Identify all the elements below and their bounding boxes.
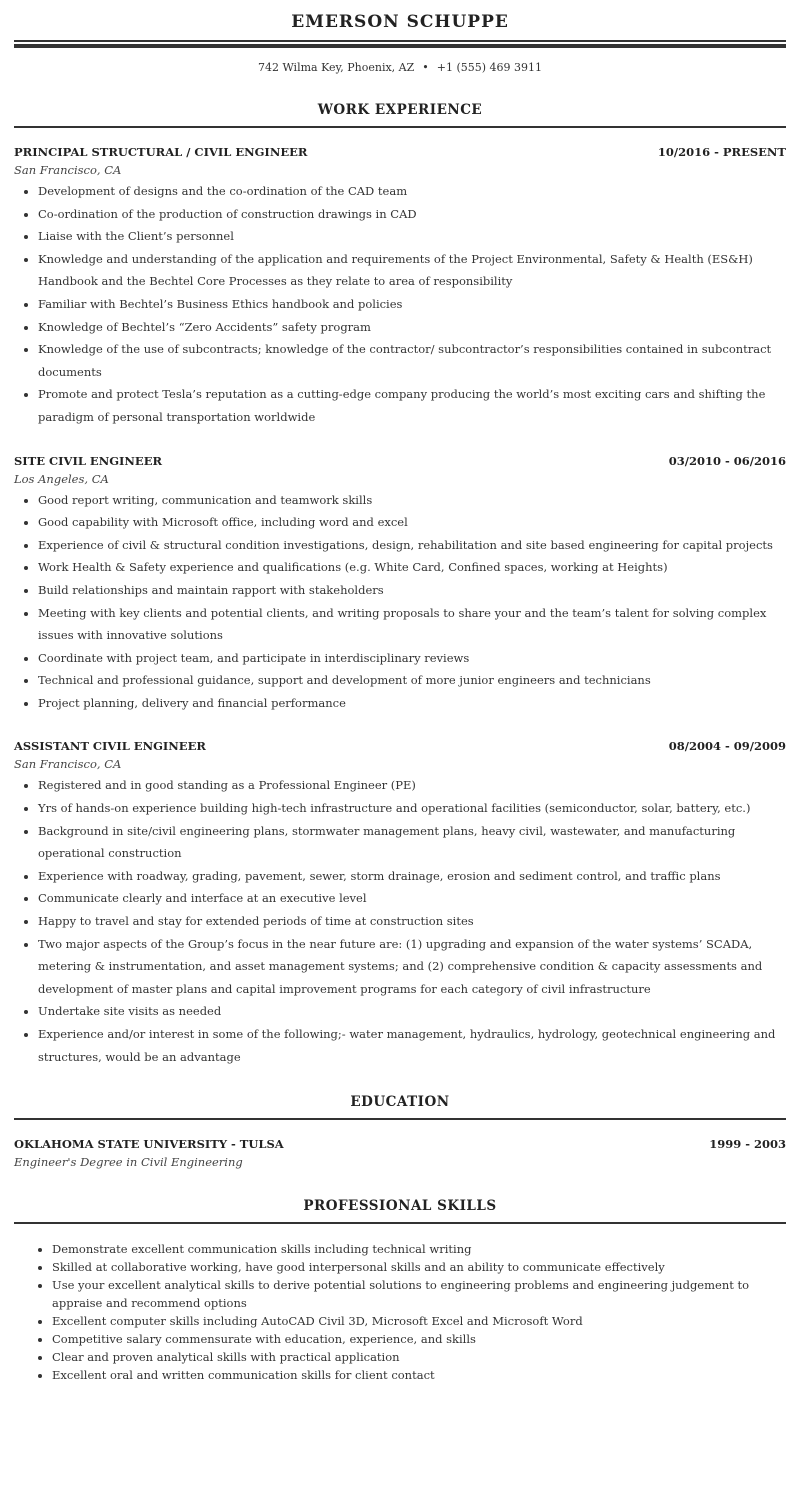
list-item: • Coordinate with project team, and participate in interdisciplinary reviews (38, 647, 786, 670)
job-location: San Francisco, CA (14, 163, 122, 177)
list-item: • Use your excellent analytical skills to derive potential solutions to engineering problems and engineering judgement to appraise and recommend options (52, 1276, 786, 1312)
name-rule-thick (14, 44, 786, 48)
contact-separator: • (422, 61, 429, 74)
list-item: • Competitive salary commensurate with education, experience, and skills (52, 1330, 786, 1348)
list-item: • Excellent computer skills including AutoCAD Civil 3D, Microsoft Excel and Microsoft Word (52, 1312, 786, 1330)
work-experience-section (14, 100, 786, 1068)
list-item: • Technical and professional guidance, support and development of more junior engineers and technicians (38, 669, 786, 692)
list-item: • Happy to travel and stay for extended periods of time at construction sites (38, 910, 786, 933)
list-item: • Communicate clearly and interface at an executive level (38, 887, 786, 910)
list-item: • Meeting with key clients and potential clients, and writing proposals to share your and the team’s talent for solving complex issues with innovative solutions (38, 602, 786, 647)
list-item: • Experience of civil & structural condition investigations, design, rehabilitation and site based engineering for capital projects (38, 534, 786, 557)
job-header (14, 453, 786, 469)
job-title: ASSISTANT CIVIL ENGINEER (14, 739, 206, 754)
list-item: • Work Health & Safety experience and qualifications (e.g. White Card, Confined spaces, working at Heights) (38, 556, 786, 579)
job-dates: 03/2010 - 06/2016 (668, 453, 786, 468)
address: 742 Wilma Key, Phoenix, AZ (257, 61, 415, 74)
list-item: • Clear and proven analytical skills with practical application (52, 1348, 786, 1366)
job-header (14, 144, 786, 160)
list-item: • Yrs of hands-on experience building high-tech infrastructure and operational facilities (semiconductor, solar, battery, etc.) (38, 797, 786, 820)
job-title: PRINCIPAL STRUCTURAL / CIVIL ENGINEER (14, 145, 308, 159)
skills-section (14, 1196, 786, 1384)
job-location: San Francisco, CA (14, 757, 122, 772)
job-bullets (14, 774, 786, 1068)
education-dates: 1999 - 2003 (709, 1137, 786, 1152)
job-bullets (14, 489, 786, 715)
list-item: • Build relationships and maintain rapport with stakeholders (38, 579, 786, 602)
list-item: • Excellent oral and written communication skills for client contact (52, 1366, 786, 1384)
phone: +1 (555) 469 3911 (436, 61, 543, 74)
job-title: SITE CIVIL ENGINEER (14, 453, 163, 468)
section-rule (14, 1222, 786, 1224)
list-item: • Development of designs and the co-ordination of the CAD team (38, 180, 786, 203)
job-header (14, 738, 786, 754)
section-title-education: EDUCATION (350, 1094, 450, 1111)
education-entry (14, 1136, 786, 1170)
job-entry (14, 738, 786, 1068)
list-item: • Experience with roadway, grading, pavement, sewer, storm drainage, erosion and sediment control, and traffic plans (38, 865, 786, 888)
list-item: • Demonstrate excellent communication skills including technical writing (52, 1240, 786, 1258)
job-dates: 08/2004 - 09/2009 (668, 739, 786, 754)
section-title-work-experience: WORK EXPERIENCE (317, 102, 483, 118)
section-title-skills: PROFESSIONAL SKILLS (303, 1198, 497, 1215)
section-rule (14, 1118, 786, 1120)
candidate-name: EMERSON SCHUPPE (291, 12, 509, 32)
job-location: Los Angeles, CA (14, 471, 109, 486)
section-rule (14, 126, 786, 128)
list-item: • Good capability with Microsoft office, including word and excel (38, 511, 786, 534)
job-entry (14, 453, 786, 715)
education-header (14, 1136, 786, 1152)
list-item: • Liaise with the Client’s personnel (38, 225, 786, 248)
list-item: • Undertake site visits as needed (38, 1000, 786, 1023)
degree: Engineer's Degree in Civil Engineering (14, 1155, 243, 1170)
list-item: • Familiar with Bechtel’s Business Ethics handbook and policies (38, 293, 786, 316)
education-section (14, 1092, 786, 1170)
job-dates: 10/2016 - PRESENT (657, 145, 786, 159)
list-item: • Knowledge and understanding of the application and requirements of the Project Environmental, Safety & Health (ES&H) Handbook and the Bechtel Core Processes as they relate to area of responsibility (38, 248, 786, 293)
list-item: • Registered and in good standing as a Professional Engineer (PE) (38, 774, 786, 797)
list-item: • Project planning, delivery and financial performance (38, 692, 786, 715)
job-bullets (14, 180, 786, 429)
list-item: • Knowledge of the use of subcontracts; knowledge of the contractor/ subcontractor’s responsibilities contained in subcontract documents (38, 338, 786, 383)
skills-list (14, 1240, 786, 1384)
list-item: • Promote and protect Tesla’s reputation as a cutting-edge company producing the world’s most exciting cars and shifting the paradigm of personal transportation worldwide (38, 383, 786, 428)
job-entry (14, 144, 786, 429)
list-item: • Knowledge of Bechtel’s “Zero Accidents” safety program (38, 316, 786, 339)
list-item: • Two major aspects of the Group’s focus in the near future are: (1) upgrading and expansion of the water systems’ SCADA, metering & instrumentation, and asset management systems; and (2) comprehensive condition & capacity assessments and development of master plans and capital improvement programs for each category of civil infrastructure (38, 933, 786, 1001)
list-item: • Background in site/civil engineering plans, stormwater management plans, heavy civil, wastewater, and manufacturing operational construction (38, 820, 786, 865)
list-item: • Co-ordination of the production of construction drawings in CAD (38, 203, 786, 226)
contact-line (14, 59, 786, 77)
list-item: • Skilled at collaborative working, have good interpersonal skills and an ability to communicate effectively (52, 1258, 786, 1276)
list-item: • Experience and/or interest in some of the following;- water management, hydraulics, hydrology, geotechnical engineering and structures, would be an advantage (38, 1023, 786, 1068)
list-item: • Good report writing, communication and teamwork skills (38, 489, 786, 512)
school-name: OKLAHOMA STATE UNIVERSITY - TULSA (14, 1137, 284, 1152)
